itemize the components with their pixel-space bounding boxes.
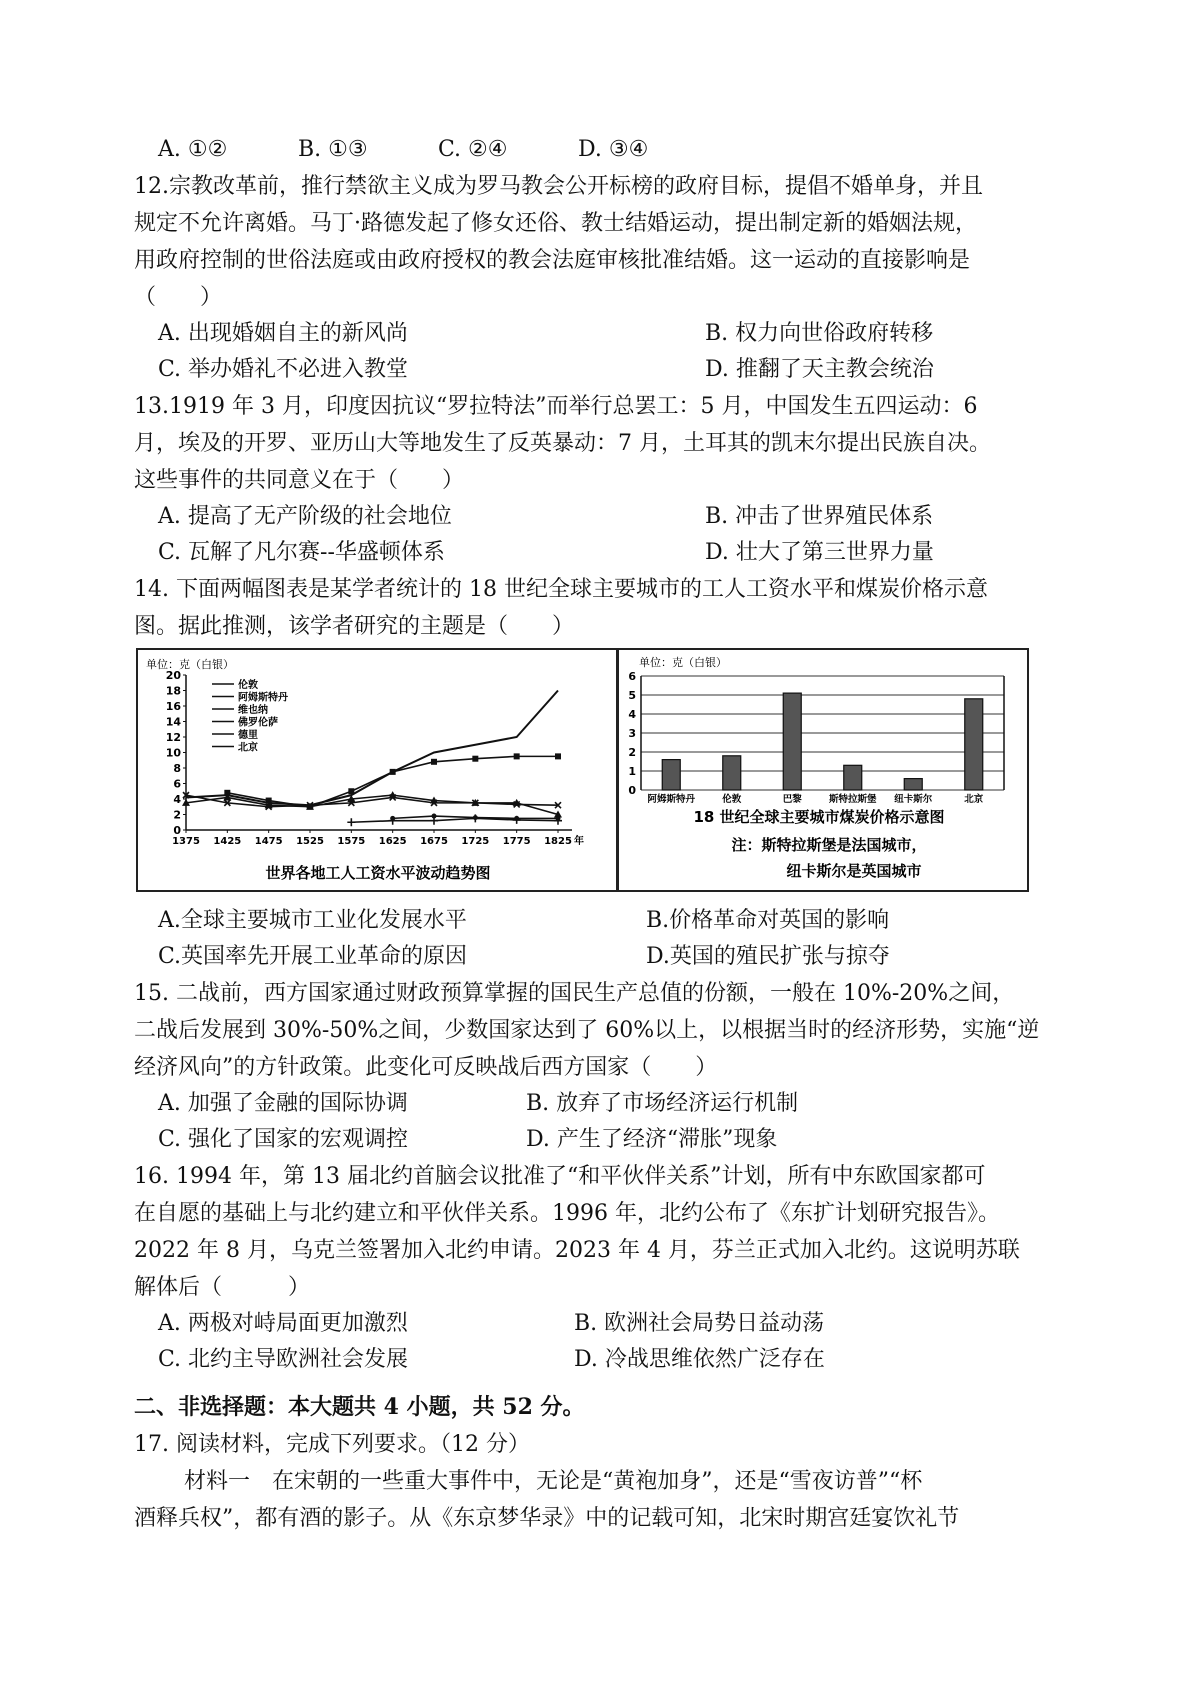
- q15-stem-line: 15. 二战前，西方国家通过财政预算掌握的国民生产总值的份额，一般在 10%-20%之间，: [134, 981, 1015, 1006]
- q12-stem-line: 用政府控制的世俗法庭或由政府授权的教会法庭审核批准结婚。这一运动的直接影响是: [134, 248, 971, 273]
- q15-stem-line: 二战后发展到 30%-50%之间，少数国家达到了 60%以上，以根据当时的经济形势，实施“逆: [134, 1018, 1040, 1043]
- wage-series-point: [390, 769, 396, 775]
- coal-chart-y-tick-label: 2: [628, 746, 636, 759]
- q17-material-line: 酒释兵权”，都有酒的影子。从《东京梦华录》中的记载可知，北宋时期宫廷宴饮礼节: [134, 1506, 960, 1531]
- q14-option-d: D.英国的殖民扩张与掠夺: [646, 944, 890, 969]
- q13-stem-line: 13.1919 年 3 月，印度因抗议“罗拉特法”而举行总罢工：5 月，中国发生五四运动：6: [134, 394, 978, 419]
- q12-option-b: B. 权力向世俗政府转移: [705, 321, 934, 346]
- wage-chart-y-tick-label: 0: [173, 824, 181, 837]
- coal-chart-category-label: 伦敦: [722, 794, 742, 805]
- coal-chart-category-label: 斯特拉斯堡: [828, 794, 877, 805]
- q13-option-b: B. 冲击了世界殖民体系: [705, 504, 934, 529]
- wage-chart-x-axis-suffix: 年: [574, 836, 584, 847]
- wage-series-point: [556, 816, 561, 821]
- q15-stem-line: 经济风向”的方针政策。此变化可反映战后西方国家（ ）: [134, 1055, 718, 1080]
- wage-series-point: [348, 788, 354, 794]
- wage-chart-x-tick-label: 1375: [172, 836, 200, 847]
- q14-stem-line: 图。据此推测，该学者研究的主题是（ ）: [134, 614, 575, 639]
- q16-option-c: C. 北约主导欧洲社会发展: [158, 1347, 409, 1372]
- wage-series-point: [431, 759, 437, 765]
- q14-option-b: B.价格革命对英国的影响: [646, 908, 890, 933]
- wage-series-point: [432, 814, 437, 819]
- wage-chart-y-tick-label: 18: [165, 684, 181, 698]
- coal-chart-title: 18 世纪全球主要城市煤炭价格示意图: [693, 808, 945, 826]
- wage-chart-y-tick-label: 2: [173, 808, 181, 822]
- wage-chart-x-tick-label: 1675: [420, 836, 448, 847]
- q13-stem-line: 这些事件的共同意义在于（ ）: [134, 468, 465, 493]
- q13-option-d: D. 壮大了第三世界力量: [705, 540, 934, 565]
- wage-series-point: [514, 753, 520, 759]
- coal-bar-chart: [617, 648, 1029, 892]
- wage-line-chart-svg: [138, 650, 616, 890]
- wage-series-point: [390, 816, 395, 821]
- coal-chart-category-label: 巴黎: [782, 794, 802, 805]
- coal-bar: [783, 693, 801, 790]
- wage-chart-y-tick-label: 20: [165, 669, 181, 682]
- wage-chart-x-tick-label: 1725: [461, 836, 490, 847]
- q11-option-c: C. ②④: [438, 137, 508, 162]
- coal-bar: [662, 760, 680, 790]
- wage-chart-x-tick-label: 1775: [502, 836, 531, 847]
- wage-legend-label: 伦敦: [238, 680, 258, 691]
- coal-chart-y-tick-label: 3: [628, 727, 636, 740]
- q16-option-d: D. 冷战思维依然广泛存在: [574, 1347, 825, 1372]
- coal-chart-category-label: 阿姆斯特丹: [647, 794, 696, 805]
- wage-legend-label: 佛罗伦萨: [238, 717, 278, 729]
- wage-chart-y-tick-label: 4: [173, 793, 181, 806]
- q12-option-d: D. 推翻了天主教会统治: [705, 357, 934, 382]
- coal-chart-note: 纽卡斯尔是英国城市: [786, 862, 922, 880]
- coal-bar: [723, 756, 741, 790]
- q12-stem-line: 规定不允许离婚。马丁·路德发起了修女还俗、教士结婚运动，提出制定新的婚姻法规，: [134, 211, 977, 236]
- q13-stem-line: 月，埃及的开罗、亚历山大等地发生了反英暴动：7 月，土耳其的凯末尔提出民族自决。: [134, 431, 991, 456]
- q12-stem-line: （ ）: [134, 285, 223, 310]
- coal-bar: [965, 699, 983, 790]
- wage-chart-unit-label: 单位：克（白银）: [146, 658, 234, 671]
- coal-bar-chart-svg: [619, 650, 1027, 890]
- q16-stem-line: 2022 年 8 月，乌克兰签署加入北约申请。2023 年 4 月，芬兰正式加入北约。这说明苏联: [134, 1238, 1020, 1263]
- wage-chart-x-tick-label: 1425: [213, 836, 242, 847]
- q12-option-a: A. 出现婚姻自主的新风尚: [158, 321, 408, 346]
- wage-chart-y-tick-label: 16: [165, 700, 181, 713]
- q14-option-c: C.英国率先开展工业革命的原因: [158, 944, 468, 969]
- wage-legend-label: 阿姆斯特丹: [238, 692, 288, 704]
- q15-option-d: D. 产生了经济“滞胀”现象: [526, 1127, 778, 1152]
- wage-chart-x-tick-label: 1825: [544, 836, 572, 847]
- wage-chart-y-tick-label: 8: [173, 762, 181, 775]
- coal-chart-y-tick-label: 5: [628, 689, 636, 702]
- q12-option-c: C. 举办婚礼不必进入教堂: [158, 357, 409, 382]
- wage-chart-x-tick-label: 1575: [337, 836, 366, 847]
- q16-option-a: A. 两极对峙局面更加激烈: [158, 1311, 408, 1336]
- coal-chart-y-tick-label: 6: [628, 670, 636, 683]
- q13-option-a: A. 提高了无产阶级的社会地位: [158, 504, 452, 529]
- coal-chart-category-label: 北京: [964, 794, 984, 805]
- wage-line-chart: [136, 648, 618, 892]
- wage-series-point: [347, 818, 355, 826]
- q15-option-b: B. 放弃了市场经济运行机制: [526, 1091, 799, 1116]
- q15-option-a: A. 加强了金融的国际协调: [158, 1091, 408, 1116]
- wage-chart-x-tick-label: 1625: [378, 836, 407, 847]
- wage-legend-label: 北京: [238, 742, 258, 754]
- q16-option-b: B. 欧洲社会局势日益动荡: [574, 1311, 825, 1336]
- coal-bar: [844, 765, 862, 790]
- wage-series-point: [473, 815, 478, 820]
- q11-option-a: A. ①②: [158, 137, 228, 162]
- q11-option-d: D. ③④: [578, 137, 649, 162]
- q14-stem-line: 14. 下面两幅图表是某学者统计的 18 世纪全球主要城市的工人工资水平和煤炭价格示意: [134, 577, 988, 602]
- wage-chart-x-tick-label: 1475: [254, 836, 283, 847]
- wage-legend-label: 德里: [238, 730, 258, 741]
- wage-chart-y-tick-label: 14: [165, 715, 181, 729]
- wage-chart-y-tick-label: 6: [173, 777, 181, 791]
- q13-option-c: C. 瓦解了凡尔赛--华盛顿体系: [158, 540, 445, 565]
- q17-stem-line: 17. 阅读材料，完成下列要求。（12 分）: [134, 1432, 530, 1457]
- wage-series-line-2: [227, 756, 558, 806]
- coal-bar: [904, 779, 922, 790]
- wage-series-point: [472, 756, 478, 762]
- wage-series-point: [514, 816, 519, 821]
- wage-chart-x-tick-label: 1525: [296, 836, 324, 847]
- coal-chart-category-label: 纽卡斯尔: [894, 794, 933, 805]
- q12-stem-line: 12.宗教改革前，推行禁欲主义成为罗马教会公开标榜的政府目标，提倡不婚单身，并且: [134, 174, 983, 199]
- coal-chart-y-tick-label: 1: [628, 765, 636, 778]
- wage-series-point: [555, 753, 561, 759]
- q16-stem-line: 在自愿的基础上与北约建立和平伙伴关系。1996 年，北约公布了《东扩计划研究报告》。: [134, 1201, 1000, 1226]
- q16-stem-line: 解体后（ ）: [134, 1275, 311, 1300]
- q16-stem-line: 16. 1994 年，第 13 届北约首脑会议批准了“和平伙伴关系”计划，所有中东欧国家都可: [134, 1164, 986, 1189]
- wage-chart-y-tick-label: 12: [165, 731, 181, 744]
- wage-chart-y-tick-label: 10: [165, 746, 181, 760]
- coal-chart-y-tick-label: 0: [628, 784, 636, 797]
- q17-material-line: 材料一 在宋朝的一些重大事件中，无论是“黄袍加身”，还是“雪夜访普”“杯: [184, 1469, 923, 1494]
- coal-chart-note: 注：斯特拉斯堡是法国城市，: [731, 836, 927, 854]
- section-2-title: 二、非选择题：本大题共 4 小题，共 52 分。: [134, 1394, 585, 1420]
- coal-chart-y-tick-label: 4: [628, 708, 636, 721]
- q14-option-a: A.全球主要城市工业化发展水平: [158, 908, 467, 933]
- q15-option-c: C. 强化了国家的宏观调控: [158, 1127, 409, 1152]
- wage-legend-label: 维也纳: [238, 705, 268, 716]
- q11-option-b: B. ①③: [298, 137, 368, 162]
- coal-chart-unit-label: 单位：克（白银）: [639, 656, 727, 669]
- wage-chart-title: 世界各地工人工资水平波动趋势图: [265, 864, 491, 882]
